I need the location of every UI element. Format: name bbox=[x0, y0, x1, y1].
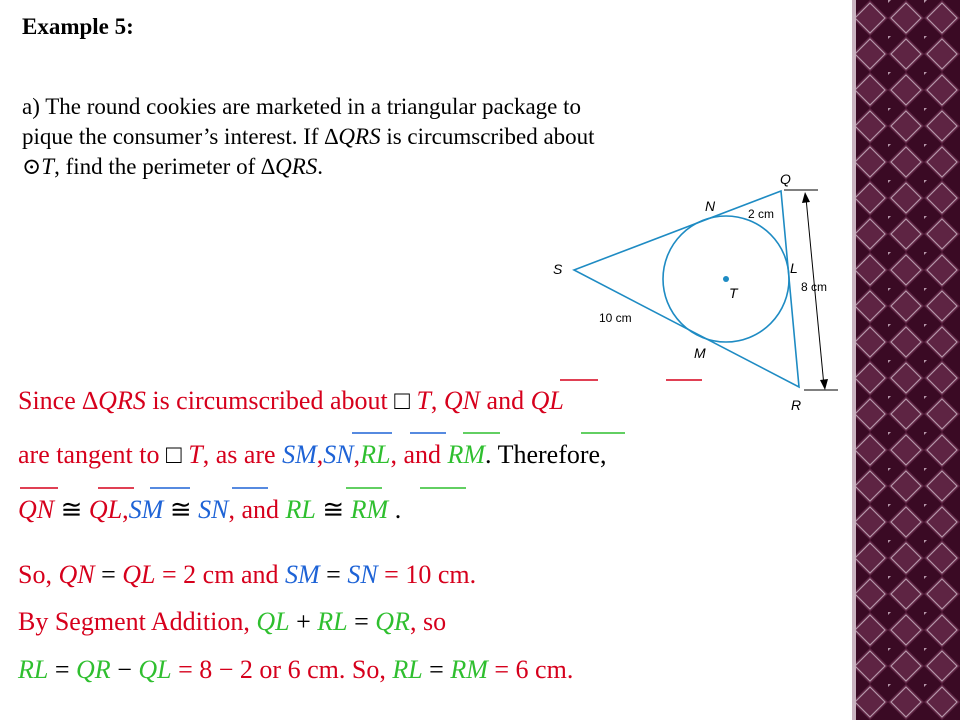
label-q: Q bbox=[780, 171, 791, 187]
center-point-t bbox=[723, 276, 729, 282]
solution-line-4: So, QN = QL = 2 cm and SM = SN = 10 cm. bbox=[18, 560, 477, 589]
decorative-sidebar bbox=[852, 0, 960, 720]
solution-line-2: are tangent to □ T, as are SM,SN,RL, and RM. Therefore, bbox=[18, 440, 607, 469]
problem-line-2: pique the consumer’s interest. If ∆QRS is circumscribed about bbox=[22, 124, 595, 149]
solution-line-3: QN ≅ QL,SM ≅ SN, and RL ≅ RM . bbox=[18, 495, 402, 524]
label-l: L bbox=[790, 260, 798, 276]
solution-line-6: RL = QR − QL = 8 − 2 or 6 cm. So, RL = RM = 6 cm. bbox=[18, 655, 574, 684]
example-title: Example 5: bbox=[22, 14, 134, 39]
label-r: R bbox=[791, 397, 802, 413]
solution-line-1: Since ∆QRS is circumscribed about □ T, QN and QL bbox=[18, 386, 564, 415]
dimension-arrow-top bbox=[802, 192, 810, 203]
label-s: S bbox=[553, 261, 563, 277]
sidebar-edge bbox=[852, 0, 856, 720]
label-t: T bbox=[729, 285, 738, 301]
label-n: N bbox=[705, 198, 716, 214]
length-sm: 10 cm bbox=[599, 311, 632, 325]
length-qr: 8 cm bbox=[801, 280, 828, 294]
problem-line-3: ⊙T, find the perimeter of ∆QRS. bbox=[22, 154, 323, 179]
problem-line-1: a) The round cookies are marketed in a triangular package to bbox=[22, 94, 581, 119]
length-qn: 2 cm bbox=[748, 207, 775, 221]
solution-line-5: By Segment Addition, QL + RL = QR, so bbox=[18, 607, 447, 636]
label-m: M bbox=[694, 345, 706, 361]
sidebar-pattern bbox=[852, 0, 960, 720]
solution-block bbox=[0, 360, 850, 720]
